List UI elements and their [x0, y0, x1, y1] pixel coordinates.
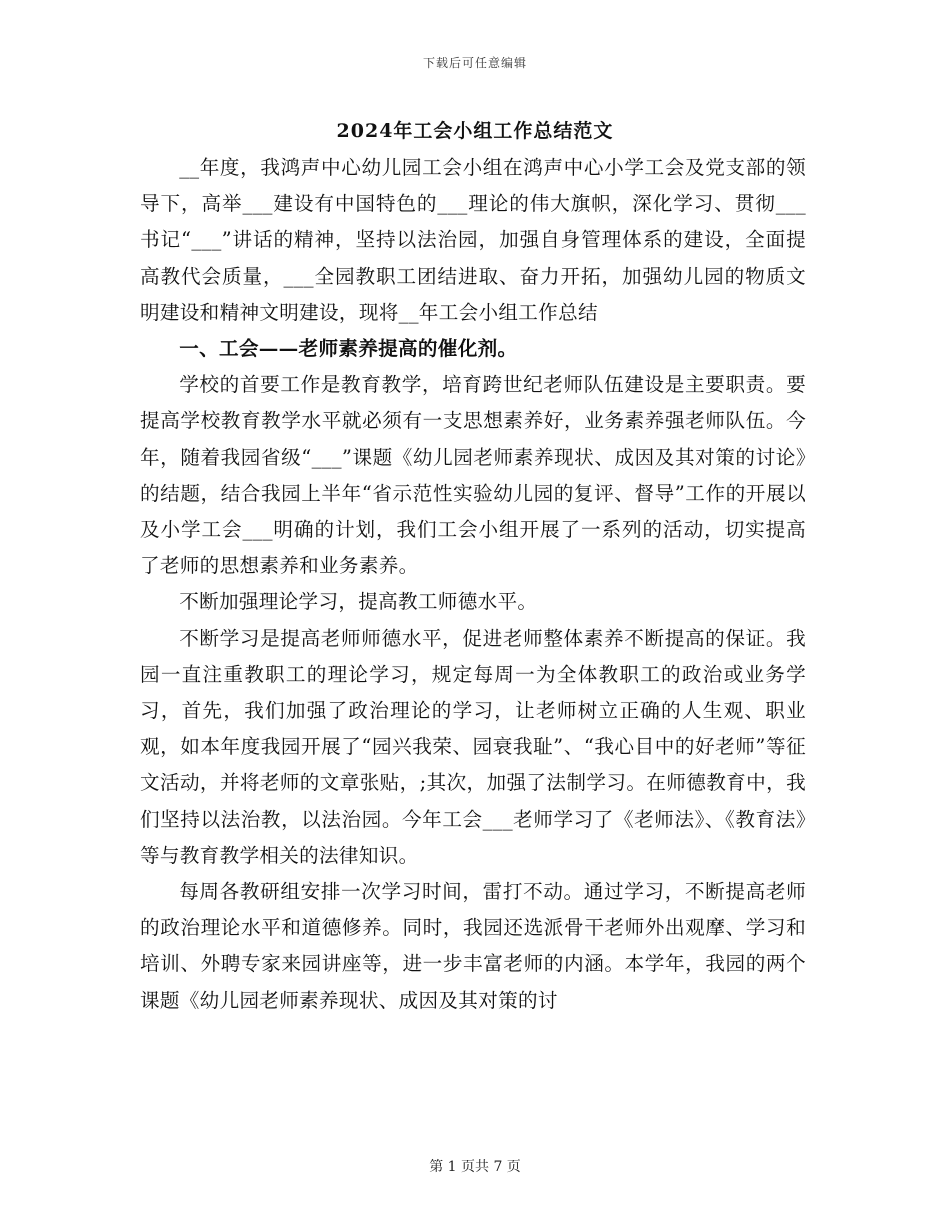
- paragraph: 不断学习是提高老师师德水平，促进老师整体素养不断提高的保证。我园一直注重教职工的理论学习，规定每周一为全体教职工的政治或业务学习，首先，我们加强了政治理论的学习，让老师树立正确的人生观、职业观，如本年度我园开展了“园兴我荣、园衰我耻”、“我心目中的好老师”等征文活动，并将老师的文章张贴，;其次，加强了法制学习。在师德教育中，我们坚持以法治教，以法治园。今年工会___老师学习了《老师法》、《教育法》等与教育教学相关的法律知识。: [140, 626, 806, 867]
- document-title: 2024年工会小组工作总结范文: [336, 120, 614, 142]
- document-body: [140, 150, 806, 1019]
- paragraph: 每周各教研组安排一次学习时间，雷打不动。通过学习，不断提高老师的政治理论水平和道德修养。同时，我园还选派骨干老师外出观摩、学习和培训、外聘专家来园讲座等，进一步丰富老师的内涵。本学年，我园的两个课题《幼儿园老师素养现状、成因及其对策的讨: [140, 880, 806, 1012]
- paragraph: 不断加强理论学习，提高教工师德水平。: [179, 590, 538, 614]
- paragraph-intro: __年度，我鸿声中心幼儿园工会小组在鸿声中心小学工会及党支部的领导下，高举___建设有中国特色的___理论的伟大旗帜，深化学习、贯彻___书记“___”讲话的精神，坚持以法治园，加强自身管理体系的建设，全面提高教代会质量，___全园教职工团结进取、奋力开拓，加强幼儿园的物质文明建设和精神文明建设，现将__年工会小组工作总结: [140, 156, 806, 324]
- page-footer: 第 1 页共 7 页: [429, 1159, 521, 1175]
- page-header: 下载后可任意编辑: [422, 56, 527, 70]
- section-heading: 一、工会——老师素养提高的催化剂。: [179, 337, 518, 361]
- paragraph: 学校的首要工作是教育教学，培育跨世纪老师队伍建设是主要职责。要提高学校教育教学水平就必须有一支思想素养好，业务素养强老师队伍。今年，随着我园省级“___”课题《幼儿园老师素养现状、成因及其对策的讨论》的结题，结合我园上半年“省示范性实验幼儿园的复评、督导”工作的开展以及小学工会___明确的计划，我们工会小组开展了一系列的活动，切实提高了老师的思想素养和业务素养。: [140, 373, 806, 578]
